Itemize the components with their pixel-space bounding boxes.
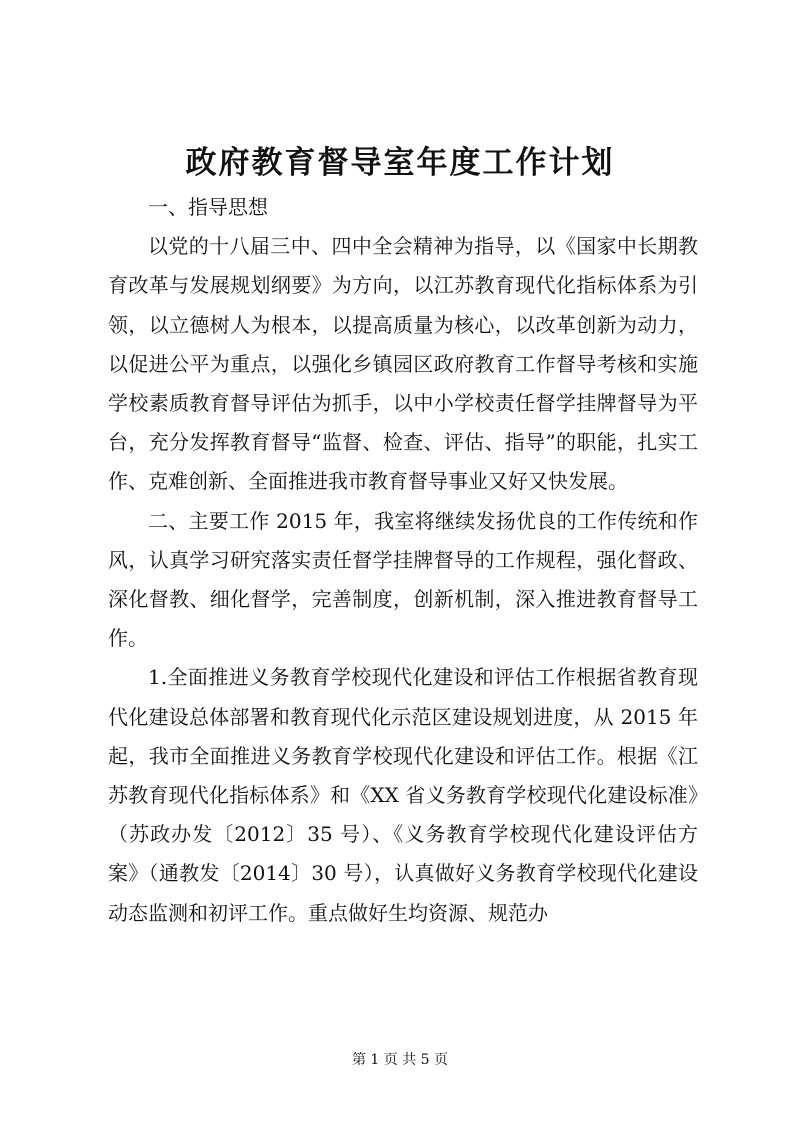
paragraph-main-work: 二、主要工作 2015 年，我室将继续发扬优良的工作传统和作风，认真学习研究落实责任督学挂牌督导的工作规程，强化督政、深化督教、细化督学，完善制度，创新机制，深入推进教育督导工作。	[108, 508, 698, 651]
document-body	[108, 188, 698, 933]
page-footer: 第 1 页 共 5 页	[351, 1052, 449, 1068]
document-title: 政府教育督导室年度工作计划	[185, 145, 615, 181]
section-heading-guiding-ideology: 一、指导思想	[148, 195, 268, 219]
paragraph-guiding-ideology: 以党的十八届三中、四中全会精神为指导，以《国家中长期教育改革与发展规划纲要》为方向，以江苏教育现代化指标体系为引领，以立德树人为根本，以提高质量为核心，以改革创新为动力，以促进公平为重点，以强化乡镇园区政府教育工作督导考核和实施学校素质教育督导评估为抓手，以中小学校责任督学挂牌督导为平台，充分发挥教育督导“监督、检查、评估、指导”的职能，扎实工作、克难创新、全面推进我市教育督导事业又好又快发展。	[108, 234, 698, 494]
paragraph-modernization: 1.全面推进义务教育学校现代化建设和评估工作根据省教育现代化建设总体部署和教育现代化示范区建设规划进度，从 2015 年起，我市全面推进义务教育学校现代化建设和评估工作。根据《江苏教育现代化指标体系》和《XX 省义务教育学校现代化建设标准》（苏政办发〔2012〕35 号）、《义务教育学校现代化建设评估方案》（通教发〔2014〕30 号），认真做好义务教育学校现代化建设动态监测和初评工作。重点做好生均资源、规范办	[108, 665, 698, 925]
